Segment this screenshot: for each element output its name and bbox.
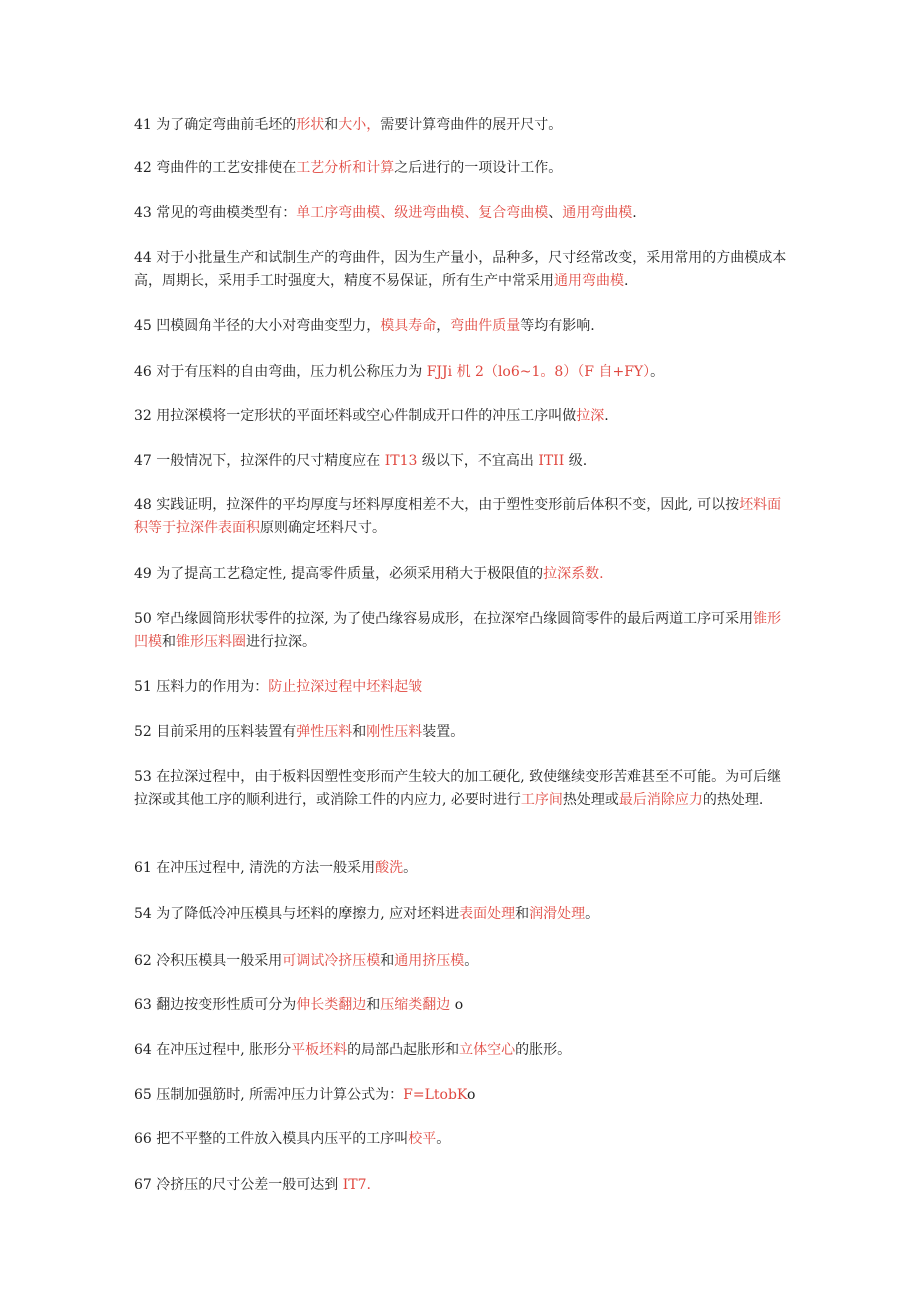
item-text: o	[450, 997, 464, 1013]
item-53	[134, 766, 789, 812]
item-text: 等均有影响.	[520, 318, 595, 334]
highlighted-answer: 锥形凹模	[134, 611, 782, 650]
highlighted-answer: IT7.	[342, 1177, 371, 1193]
item-text: 45 凹模圆角半径的大小对弯曲变型力，	[134, 318, 381, 334]
item-text: 51 压料力的作用为：	[134, 679, 269, 695]
highlighted-answer: 校平	[408, 1131, 437, 1147]
item-text: 50 窄凸缘圆筒形状零件的拉深, 为了使凸缘容易成形，在拉深窄凸缘圆筒零件的最后两道工序可采用	[134, 611, 754, 627]
item-64	[134, 1039, 789, 1062]
item-text: 。	[585, 906, 600, 922]
highlighted-answer: 可调试冷挤压模	[282, 953, 381, 969]
item-text: 需要计算弯曲件的展开尺寸。	[380, 117, 563, 133]
highlighted-answer: 拉深系数.	[543, 566, 604, 582]
highlighted-answer: FJJi 机 2（lo6~1。8）（F 自+FY）	[426, 364, 651, 380]
item-text: 进行拉深。	[246, 634, 316, 650]
item-text: 和	[324, 117, 339, 133]
highlighted-answer: 弯曲件质量	[450, 318, 521, 334]
item-text: 62 冷积压模具一般采用	[134, 953, 283, 969]
item-text: 和	[515, 906, 530, 922]
item-48	[134, 494, 789, 540]
highlighted-answer: 锥形压料圈	[176, 634, 246, 650]
highlighted-answer: 弹性压料	[296, 724, 353, 740]
item-text: 65 压制加强筋时, 所需冲压力计算公式为：	[134, 1087, 404, 1103]
item-text: 的胀形。	[515, 1042, 572, 1058]
highlighted-answer: 立体空心	[459, 1042, 516, 1058]
highlighted-answer: 形状	[296, 117, 325, 133]
item-text: 53 在拉深过程中，由于板料因塑性变形而产生较大的加工硬化, 致使继续变形苦难甚至不可能。为可后继拉深或其他工序的顺利进行，或消除工件的内应力, 必要时进行	[134, 769, 782, 808]
item-text: 43 常见的弯曲模类型有：	[134, 205, 297, 221]
item-text: 和	[352, 724, 367, 740]
highlighted-answer: 表面处理	[459, 906, 516, 922]
item-text: ，	[436, 318, 451, 334]
item-text: o	[467, 1087, 476, 1103]
highlighted-answer: 模具寿命	[380, 318, 437, 334]
highlighted-answer: 通用挤压模	[394, 953, 465, 969]
highlighted-answer: 刚性压料	[366, 724, 423, 740]
item-44	[134, 247, 789, 293]
item-text: 64 在冲压过程中, 胀形分	[134, 1042, 292, 1058]
item-text: 46 对于有压料的自由弯曲，压力机公称压力为	[134, 364, 427, 380]
item-text: 。	[403, 860, 418, 876]
item-text: 42 弯曲件的工艺安排使在	[134, 160, 297, 176]
item-text: 48 实践证明，拉深件的平均厚度与坯料厚度相差不大，由于塑性变形前后体积不变，因此, 可以按	[134, 497, 740, 513]
item-text: 之后进行的一项设计工作。	[394, 160, 563, 176]
item-42	[134, 157, 789, 180]
highlighted-answer: 压缩类翻边	[380, 997, 451, 1013]
item-32	[134, 405, 789, 428]
highlighted-answer: 拉深	[576, 408, 605, 424]
item-text: .	[624, 273, 629, 289]
highlighted-answer: 坯料面积等于拉深件表面积	[134, 497, 782, 536]
item-52	[134, 721, 789, 744]
item-47	[134, 450, 789, 473]
highlighted-answer: ITII	[538, 453, 565, 469]
item-text: 热处理或	[562, 792, 619, 808]
item-66	[134, 1128, 789, 1151]
item-45	[134, 315, 789, 338]
item-text: 的局部凸起胀形和	[347, 1042, 460, 1058]
item-text: 级.	[564, 453, 588, 469]
highlighted-answer: F=LtobK	[403, 1087, 468, 1103]
item-49	[134, 563, 789, 586]
highlighted-answer: 大小，	[338, 117, 381, 133]
item-text: 的热处理.	[702, 792, 764, 808]
highlighted-answer: IT13	[384, 453, 418, 469]
highlighted-answer: 工艺分析和计算	[296, 160, 395, 176]
highlighted-answer: 平板坯料	[291, 1042, 348, 1058]
item-51	[134, 676, 789, 699]
highlighted-answer: 工序间	[520, 792, 563, 808]
highlighted-answer: 通用弯曲模	[562, 205, 633, 221]
item-text: 、	[548, 205, 563, 221]
item-67	[134, 1174, 789, 1197]
item-text: 63 翻边按变形性质可分为	[134, 997, 297, 1013]
highlighted-answer: 防止拉深过程中坯料起皱	[268, 679, 423, 695]
highlighted-answer: 单工序弯曲模、级进弯曲模、复合弯曲模	[296, 205, 549, 221]
item-text: 41 为了确定弯曲前毛坯的	[134, 117, 297, 133]
item-text: 原则确定坯料尺寸。	[260, 520, 386, 536]
item-text: .	[604, 408, 609, 424]
highlighted-answer: 酸洗	[375, 860, 404, 876]
item-text: 。	[464, 953, 479, 969]
highlighted-answer: 最后消除应力	[618, 792, 703, 808]
item-text: 52 目前采用的压料装置有	[134, 724, 297, 740]
item-text: 47 一般情况下，拉深件的尺寸精度应在	[134, 453, 385, 469]
item-50	[134, 608, 789, 654]
item-41	[134, 114, 789, 137]
item-text: 装置。	[422, 724, 465, 740]
highlighted-answer: 伸长类翻边	[296, 997, 367, 1013]
item-61	[134, 857, 789, 880]
item-text: .	[632, 205, 637, 221]
item-text: 44 对于小批量生产和试制生产的弯曲件，因为生产量小，品种多，尺寸经常改变，采用常用的方曲模成本高，周期长，采用手工时强度大，精度不易保证，所有生产中常采用	[134, 250, 787, 289]
item-text: 54 为了降低冷冲压模具与坯料的摩擦力, 应对坯料进	[134, 906, 460, 922]
item-text: 66 把不平整的工件放入模具内压平的工序叫	[134, 1131, 409, 1147]
item-63	[134, 994, 789, 1017]
item-text: 和	[380, 953, 395, 969]
item-text: 和	[366, 997, 381, 1013]
item-text: 和	[162, 634, 176, 650]
item-46	[134, 361, 789, 384]
item-text: 49 为了提高工艺稳定性, 提高零件质量，必须采用稍大于极限值的	[134, 566, 544, 582]
item-65	[134, 1084, 789, 1107]
item-text: 61 在冲压过程中, 清洗的方法一般采用	[134, 860, 376, 876]
item-43	[134, 202, 789, 225]
item-62	[134, 950, 789, 973]
item-text: 级以下，不宜高出	[417, 453, 539, 469]
item-text: 32 用拉深模将一定形状的平面坯料或空心件制成开口件的冲压工序叫做	[134, 408, 577, 424]
item-text: 。	[436, 1131, 451, 1147]
item-text: 67 冷挤压的尺寸公差一般可达到	[134, 1177, 343, 1193]
highlighted-answer: 润滑处理	[529, 906, 586, 922]
highlighted-answer: 通用弯曲模	[554, 273, 624, 289]
item-54	[134, 903, 789, 926]
item-text: 。	[650, 364, 665, 380]
